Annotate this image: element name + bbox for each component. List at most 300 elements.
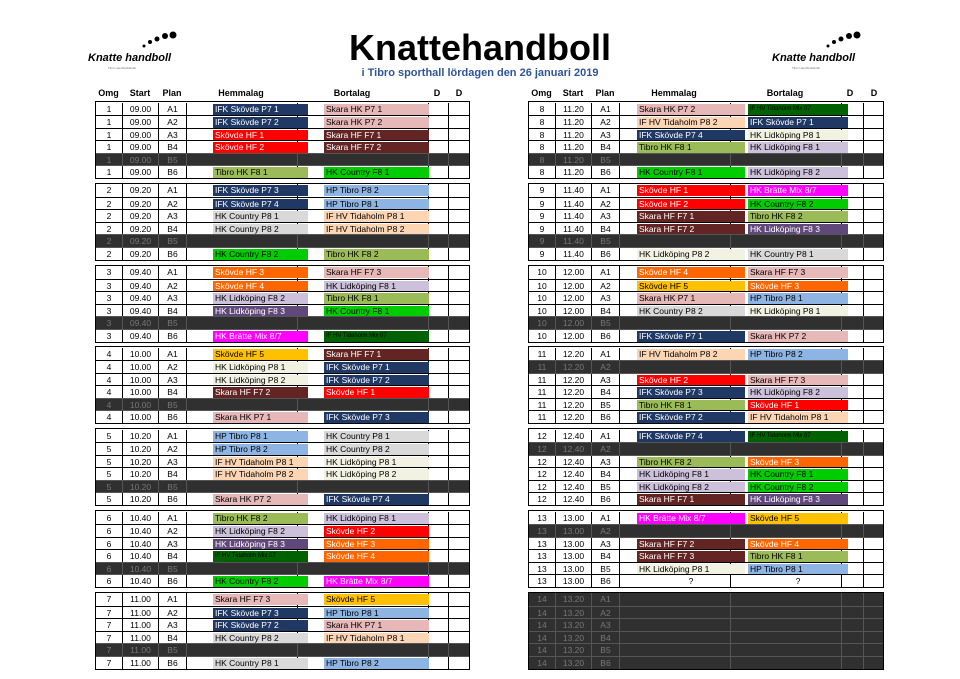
plan-cell: A3 (159, 619, 187, 632)
start-cell: 13.00 (556, 512, 592, 525)
start-cell: 11.20 (556, 154, 592, 167)
home-team: HP Tibro P8 2 (213, 444, 308, 455)
table-row (529, 222, 883, 236)
start-cell: 11.00 (123, 644, 159, 657)
plan-cell: A3 (592, 374, 620, 387)
table-row (529, 128, 883, 142)
start-cell: 10.00 (123, 361, 159, 374)
omg-cell: 2 (96, 198, 123, 211)
away-team: IFK Skövde P7 4 (324, 494, 429, 505)
d2-column-cell (449, 166, 471, 179)
omg-cell: 2 (96, 235, 123, 248)
plan-cell: A3 (592, 292, 620, 305)
plan-cell: A2 (592, 607, 620, 620)
start-cell: 09.00 (123, 103, 159, 116)
omg-cell: 3 (96, 317, 123, 330)
start-cell: 12.40 (556, 430, 592, 443)
home-team: Skara HF F7 1 (637, 211, 745, 222)
plan-cell: B4 (159, 141, 187, 154)
table-row (96, 316, 469, 330)
start-cell: 10.00 (123, 386, 159, 399)
start-cell: 09.20 (123, 223, 159, 236)
table-row (529, 549, 883, 563)
start-cell: 11.00 (123, 593, 159, 606)
table-row (96, 266, 469, 279)
table-row (96, 410, 469, 424)
header-omg: Omg (531, 88, 552, 98)
table-row (529, 197, 883, 211)
home-team: HK Lidköping F8 3 (213, 539, 308, 550)
table-row (96, 656, 469, 670)
table-row (96, 103, 469, 116)
plan-cell: B5 (159, 563, 187, 576)
omg-cell: 11 (529, 386, 556, 399)
table-row (96, 606, 469, 620)
round-block (528, 346, 884, 424)
away-team: HK Country P8 1 (748, 249, 848, 260)
round-block (528, 510, 884, 588)
start-cell: 10.00 (123, 399, 159, 412)
table-row (529, 442, 883, 456)
omg-cell: 7 (96, 632, 123, 645)
plan-cell: B5 (592, 235, 620, 248)
plan-cell: B6 (592, 657, 620, 670)
table-row (96, 537, 469, 551)
plan-cell: B5 (159, 399, 187, 412)
away-team: IFK Skövde P7 2 (324, 375, 429, 386)
start-cell: 12.40 (556, 443, 592, 456)
away-team: HK Lidköping F8 1 (324, 513, 429, 524)
plan-cell: A1 (592, 348, 620, 361)
start-cell: 11.40 (556, 223, 592, 236)
home-team: HK Lidköping P8 1 (637, 564, 745, 575)
omg-cell: 2 (96, 210, 123, 223)
away-team: HP Tibro P8 2 (748, 349, 848, 360)
home-team: HK Country F8 2 (213, 249, 308, 260)
start-cell: 09.20 (123, 198, 159, 211)
start-cell: 13.00 (556, 575, 592, 588)
start-cell: 13.20 (556, 657, 592, 670)
omg-cell: 4 (96, 361, 123, 374)
away-team: Skövde HF 1 (748, 400, 848, 411)
away-team: IFK Skövde P7 3 (324, 412, 429, 423)
table-row (96, 524, 469, 538)
page-subtitle: i Tibro sporthall lördagen den 26 januari 2019 (361, 67, 599, 79)
d2-column-cell (864, 430, 885, 443)
start-cell: 09.40 (123, 305, 159, 318)
home-team: HP Tibro P8 1 (213, 431, 308, 442)
omg-cell: 8 (529, 141, 556, 154)
plan-cell: B5 (592, 399, 620, 412)
away-team: Skara HF F7 1 (324, 130, 429, 141)
away-team: HK Brätte Mix 8/7 (748, 185, 848, 196)
d2-column-cell (449, 430, 471, 443)
start-cell: 10.20 (123, 443, 159, 456)
omg-cell: 2 (96, 248, 123, 261)
header-home: Hemmalag (218, 88, 264, 98)
column-headers-right (528, 86, 884, 100)
away-team: Skara HF F7 3 (748, 375, 848, 386)
table-row (96, 512, 469, 525)
home-team: Skövde HF 2 (637, 199, 745, 210)
start-cell: 12.40 (556, 493, 592, 506)
away-column-cell (731, 593, 842, 606)
start-cell: 10.40 (123, 512, 159, 525)
start-cell: 09.40 (123, 280, 159, 293)
omg-cell: 14 (529, 593, 556, 606)
home-team: HK Lidköping P8 2 (213, 375, 308, 386)
away-team: IF HV Tidaholm P8 1 (324, 633, 429, 644)
header-plan: Plan (595, 88, 615, 98)
omg-cell: 6 (96, 525, 123, 538)
plan-cell: B6 (159, 493, 187, 506)
plan-cell: B4 (159, 550, 187, 563)
away-team: HK Lidköping P8 1 (324, 457, 429, 468)
start-cell: 12.20 (556, 361, 592, 374)
plan-cell: B6 (592, 411, 620, 424)
home-team: HK Brätte Mix 8/7 (637, 513, 745, 524)
header-away: Bortalag (766, 88, 804, 98)
start-cell: 11.40 (556, 235, 592, 248)
d2-column-cell (449, 575, 471, 588)
start-cell: 13.20 (556, 632, 592, 645)
handball-player-icon (822, 30, 862, 50)
home-team: Tibro HK F8 2 (213, 513, 308, 524)
start-cell: 12.00 (556, 317, 592, 330)
omg-cell: 12 (529, 493, 556, 506)
omg-cell: 8 (529, 116, 556, 129)
table-row (529, 631, 883, 645)
table-row (96, 618, 469, 632)
d2-column-cell (449, 248, 471, 261)
start-cell: 09.20 (123, 248, 159, 261)
plan-cell: A2 (159, 361, 187, 374)
start-cell: 12.00 (556, 280, 592, 293)
table-row (96, 467, 469, 481)
table-row (96, 562, 469, 576)
omg-cell: 5 (96, 468, 123, 481)
plan-cell: A1 (159, 512, 187, 525)
home-team: HK Country F8 2 (213, 576, 308, 587)
start-cell: 09.40 (123, 292, 159, 305)
omg-cell: 4 (96, 374, 123, 387)
away-team: IFK Skövde P7 1 (324, 362, 429, 373)
omg-cell: 3 (96, 330, 123, 343)
away-team: HK Country F8 1 (324, 306, 429, 317)
round-block (528, 592, 884, 670)
d2-column-cell (864, 348, 885, 361)
start-cell: 10.20 (123, 430, 159, 443)
table-row (96, 291, 469, 305)
d2-column-cell (864, 493, 885, 506)
home-team: HK Country P8 1 (213, 658, 308, 669)
plan-cell: A3 (159, 538, 187, 551)
start-cell: 13.20 (556, 607, 592, 620)
logo-subtext: Tibro Handbollsklubb (108, 66, 137, 70)
home-team: IFK Skövde P7 3 (213, 185, 308, 196)
away-team: Skövde HF 2 (324, 526, 429, 537)
plan-cell: A3 (159, 374, 187, 387)
table-row (96, 549, 469, 563)
away-team: Skövde HF 3 (748, 281, 848, 292)
d1-column-cell (429, 593, 449, 606)
header-d1: D (433, 88, 441, 98)
round-block (528, 428, 884, 506)
header-start: Start (129, 88, 151, 98)
away-team: HK Lidköping F8 3 (748, 224, 848, 235)
table-row (96, 385, 469, 399)
away-team: Skövde HF 1 (324, 387, 429, 398)
d2-column-cell (864, 166, 885, 179)
omg-cell: 13 (529, 563, 556, 576)
away-team: HK Country F8 2 (748, 482, 848, 493)
away-team: HK Lidköping F8 2 (748, 387, 848, 398)
home-team: IFK Skövde P7 1 (213, 104, 308, 115)
omg-cell: 9 (529, 198, 556, 211)
omg-cell: 5 (96, 481, 123, 494)
omg-cell: 10 (529, 292, 556, 305)
table-row (529, 467, 883, 481)
plan-cell: A2 (159, 280, 187, 293)
d1-column-cell (429, 512, 449, 525)
table-row (96, 455, 469, 469)
away-team: HP Tibro P8 2 (324, 658, 429, 669)
omg-cell: 14 (529, 607, 556, 620)
plan-cell: B6 (159, 248, 187, 261)
away-team: IF HV Tidaholm Mix 07 (324, 331, 429, 342)
plan-cell: A1 (159, 593, 187, 606)
away-team: HK Country P8 2 (324, 444, 429, 455)
plan-cell: A2 (592, 525, 620, 538)
plan-cell: B5 (592, 563, 620, 576)
away-team: IF HV Tidaholm P8 1 (324, 211, 429, 222)
home-team: IFK Skövde P7 4 (637, 431, 745, 442)
start-cell: 11.00 (123, 657, 159, 670)
start-cell: 12.20 (556, 348, 592, 361)
omg-cell: 7 (96, 657, 123, 670)
home-column-cell (620, 593, 731, 606)
table-row (529, 455, 883, 469)
omg-cell: 7 (96, 644, 123, 657)
start-cell: 11.20 (556, 141, 592, 154)
away-team: Skara HK P7 2 (324, 117, 429, 128)
d2-column-cell (449, 103, 471, 116)
table-row (529, 562, 883, 576)
plan-cell: B6 (159, 575, 187, 588)
plan-cell: A1 (592, 430, 620, 443)
d2-column-cell (864, 248, 885, 261)
omg-cell: 13 (529, 538, 556, 551)
logo-subtext: Tibro Handbollsklubb (792, 66, 821, 70)
column-headers-left (95, 86, 470, 100)
table-row (96, 234, 469, 248)
away-team: HK Country P8 1 (324, 431, 429, 442)
start-cell: 12.00 (556, 305, 592, 318)
away-team: HP Tibro P8 1 (324, 199, 429, 210)
start-cell: 11.00 (123, 619, 159, 632)
omg-cell: 6 (96, 512, 123, 525)
home-team: IF HV Tidaholm P8 2 (213, 469, 308, 480)
home-team: HK Lidköping F8 2 (213, 526, 308, 537)
home-team: Skövde HF 5 (637, 281, 745, 292)
away-team: Tibro HK F8 1 (748, 551, 848, 562)
d2-column-cell (864, 657, 885, 670)
omg-cell: 4 (96, 399, 123, 412)
home-team: Skara HK P7 1 (637, 293, 745, 304)
home-team: HK Lidköping F8 2 (213, 293, 308, 304)
home-team: HK Lidköping P8 1 (213, 362, 308, 373)
plan-cell: A3 (592, 619, 620, 632)
d1-column-cell (429, 248, 449, 261)
home-team: HK Country P8 2 (213, 224, 308, 235)
home-team: HK Lidköping F8 1 (637, 469, 745, 480)
omg-cell: 9 (529, 248, 556, 261)
home-team: IFK Skövde P7 2 (213, 117, 308, 128)
omg-cell: 6 (96, 550, 123, 563)
table-row (529, 266, 883, 279)
away-team: HK Lidköping F8 1 (324, 281, 429, 292)
round-block (528, 101, 884, 179)
round-block (528, 265, 884, 343)
omg-cell: 12 (529, 468, 556, 481)
home-team: HK Brätte Mix 8/7 (213, 331, 308, 342)
round-block (95, 428, 470, 506)
d2-column-cell (449, 411, 471, 424)
table-row (96, 631, 469, 645)
d2-column-cell (864, 330, 885, 343)
away-team: Skövde HF 3 (324, 539, 429, 550)
home-team: Skara HK P7 2 (637, 104, 745, 115)
away-column-cell (731, 657, 842, 670)
plan-cell: B5 (592, 481, 620, 494)
table-row (529, 512, 883, 525)
omg-cell: 10 (529, 280, 556, 293)
plan-cell: B6 (159, 330, 187, 343)
table-row (96, 184, 469, 197)
plan-cell: A2 (159, 198, 187, 211)
away-team: Skövde HF 4 (748, 539, 848, 550)
table-row (96, 360, 469, 374)
start-cell: 13.00 (556, 563, 592, 576)
table-row (529, 360, 883, 374)
home-team: Skövde HF 2 (213, 142, 308, 153)
table-row (529, 385, 883, 399)
omg-cell: 10 (529, 317, 556, 330)
start-cell: 10.00 (123, 348, 159, 361)
start-cell: 09.20 (123, 235, 159, 248)
home-team: IF HV Tidaholm P8 2 (637, 349, 745, 360)
away-team: Skara HF F7 3 (748, 267, 848, 278)
plan-cell: B6 (592, 166, 620, 179)
omg-cell: 12 (529, 481, 556, 494)
away-team: HK Lidköping P8 2 (324, 469, 429, 480)
away-team: IF HV Tidaholm Mix 07 (748, 431, 848, 442)
plan-cell: A2 (592, 361, 620, 374)
table-row (529, 115, 883, 129)
start-cell: 12.40 (556, 481, 592, 494)
table-row (529, 304, 883, 318)
away-team: Skövde HF 4 (324, 551, 429, 562)
plan-cell: B4 (592, 550, 620, 563)
plan-cell: B5 (592, 154, 620, 167)
home-team: IFK Skövde P7 2 (637, 412, 745, 423)
start-cell: 12.00 (556, 266, 592, 279)
plan-cell: B4 (592, 632, 620, 645)
home-team: IFK Skövde P7 3 (637, 387, 745, 398)
home-team: Skara HF F7 1 (637, 494, 745, 505)
away-team: HK Lidköping P8 1 (748, 130, 848, 141)
plan-cell: B6 (592, 248, 620, 261)
start-cell: 11.20 (556, 166, 592, 179)
away-team: Skövde HF 5 (748, 513, 848, 524)
table-row (529, 373, 883, 387)
away-team: Skara HF F7 3 (324, 267, 429, 278)
omg-cell: 6 (96, 575, 123, 588)
away-team: Tibro HK F8 1 (324, 293, 429, 304)
table-row (96, 643, 469, 657)
start-cell: 10.40 (123, 563, 159, 576)
omg-cell: 5 (96, 493, 123, 506)
plan-cell: B4 (159, 386, 187, 399)
start-cell: 10.40 (123, 550, 159, 563)
away-team: Skara HK P7 1 (324, 104, 429, 115)
start-cell: 09.40 (123, 317, 159, 330)
omg-cell: 8 (529, 129, 556, 142)
omg-cell: 6 (96, 563, 123, 576)
d1-column-cell (429, 575, 449, 588)
table-row (96, 574, 469, 588)
home-team: Skara HF F7 2 (637, 539, 745, 550)
header-d2: D (870, 88, 878, 98)
omg-cell: 8 (529, 103, 556, 116)
omg-cell: 8 (529, 166, 556, 179)
start-cell: 11.20 (556, 116, 592, 129)
omg-cell: 7 (96, 607, 123, 620)
home-team: HK Lidköping F8 3 (213, 306, 308, 317)
table-row (529, 593, 883, 606)
away-team: HP Tibro P8 1 (748, 564, 848, 575)
plan-cell: A3 (159, 210, 187, 223)
d2-column-cell (449, 330, 471, 343)
start-cell: 12.40 (556, 468, 592, 481)
away-team: Skara HK P7 1 (324, 620, 429, 631)
d2-column-cell (449, 348, 471, 361)
away-team: HK Lidköping F8 2 (748, 167, 848, 178)
table-row (96, 480, 469, 494)
home-team: Skövde HF 1 (637, 185, 745, 196)
plan-cell: B5 (159, 481, 187, 494)
start-cell: 13.20 (556, 644, 592, 657)
omg-cell: 1 (96, 116, 123, 129)
home-team: Skövde HF 3 (213, 267, 308, 278)
d2-column-cell (449, 657, 471, 670)
plan-cell: A1 (592, 593, 620, 606)
omg-cell: 12 (529, 443, 556, 456)
plan-cell: A1 (159, 184, 187, 197)
home-team: Skara HK P7 2 (213, 494, 308, 505)
plan-cell: A1 (159, 348, 187, 361)
away-team: HK Country F8 1 (324, 167, 429, 178)
omg-cell: 11 (529, 361, 556, 374)
omg-cell: 2 (96, 184, 123, 197)
header-away: Bortalag (333, 88, 371, 98)
away-team: IF HV Tidaholm Mix 07 (748, 104, 848, 115)
plan-cell: B4 (159, 305, 187, 318)
table-row (96, 304, 469, 318)
table-row (529, 410, 883, 424)
start-cell: 10.40 (123, 538, 159, 551)
d1-column-cell (842, 657, 864, 670)
